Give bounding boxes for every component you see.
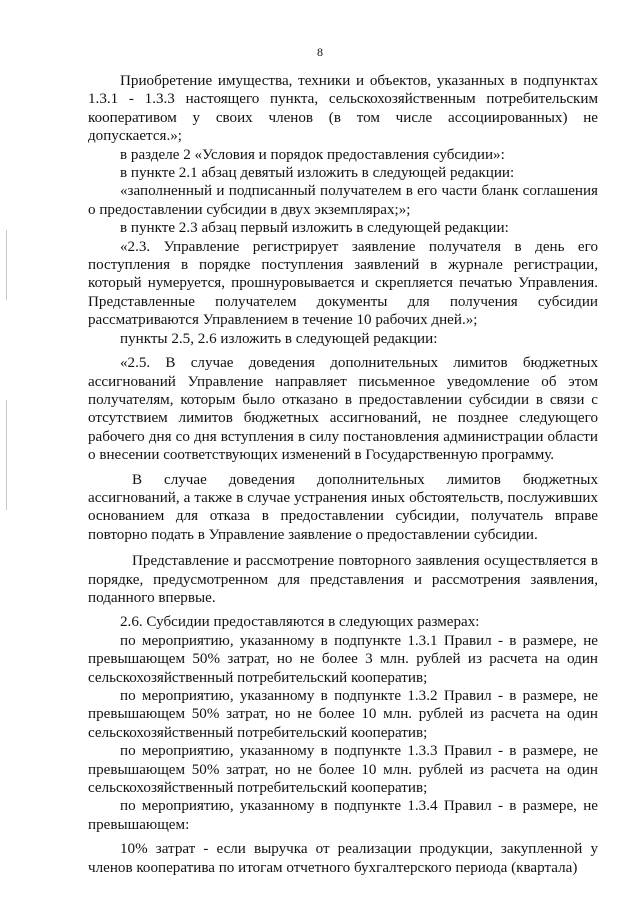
paragraph-section-2: в разделе 2 «Условия и порядок предоставления субсидии»:	[120, 146, 505, 163]
paragraph-clause-2-6: 2.6. Субсидии предоставляются в следующих размерах:	[120, 614, 480, 631]
document-body	[88, 72, 598, 877]
paragraph-acquisition-restriction: Приобретение имущества, техники и объектов, указанных в подпунктах 1.3.1 - 1.3.3 настоящего пункта, сельскохозяйственным потребительским кооперативом у своих членов (в том числе ассоциированных) не допускается.»;	[88, 73, 598, 145]
paragraph-repeat-review: Представление и рассмотрение повторного заявления осуществляется в порядке, предусмотренном для представления и рассмотрения заявления, поданного впервые.	[88, 553, 598, 606]
paragraph-subsidy-1-3-3: по мероприятию, указанному в подпункте 1.3.3 Правил - в размере, не превышающем 50% затрат, но не более 10 млн. рублей из расчета на один сельскохозяйственный потребительский кооператив;	[88, 743, 598, 797]
paragraph-clause-2-1: в пункте 2.1 абзац девятый изложить в следующей редакции:	[120, 165, 515, 182]
paragraph-repeat-application: В случае доведения дополнительных лимитов бюджетных ассигнований, а также в случае устранения иных обстоятельств, послуживших основанием для отказа в предоставлении субсидии, получатель вправе повторно подать в Управление заявление о предоставлении субсидии.	[88, 471, 598, 543]
paragraph-clause-2-1-text: «заполненный и подписанный получателем в его части бланк соглашения о предоставлении субсидии в двух экземплярах;»;	[88, 183, 598, 218]
scan-margin-mark	[6, 400, 7, 510]
page-number: 8	[317, 45, 323, 59]
scan-margin-mark	[6, 230, 7, 300]
paragraph-subsidy-1-3-4: по мероприятию, указанному в подпункте 1.3.4 Правил - в размере, не превышающем:	[88, 798, 598, 833]
paragraph-subsidy-1-3-1: по мероприятию, указанному в подпункте 1.3.1 Правил - в размере, не превышающем 50% затрат, но не более 3 млн. рублей из расчета на один сельскохозяйственный потребительский кооператив;	[88, 632, 598, 686]
paragraph-clause-2-3-text: «2.3. Управление регистрирует заявление получателя в день его поступления в порядке поступления заявлений в журнале регистрации, который нумеруется, прошнуровывается и скрепляется печатью Управления. Представленные получателем документы для получения субсидии рассматриваются Управлением в течение 10 рабочих дней.»;	[88, 238, 598, 329]
paragraph-clause-2-5-text: «2.5. В случае доведения дополнительных лимитов бюджетных ассигнований Управление направляет письменное уведомление об этом получателям, которым было отказано в предоставлении субсидии в связи с отсутствием лимитов бюджетных ассигнований, не позднее следующего рабочего дня со дня вступления в силу постановления администрации области о внесении соответствующих изменений в Государственную программу.	[88, 355, 598, 464]
paragraph-ten-percent: 10% затрат - если выручка от реализации продукции, закупленной у членов кооператива по итогам отчетного бухгалтерского периода (квартала)	[88, 841, 598, 876]
paragraph-clause-2-3: в пункте 2.3 абзац первый изложить в следующей редакции:	[120, 220, 509, 237]
paragraph-clauses-2-5-2-6: пункты 2.5, 2.6 изложить в следующей редакции:	[120, 330, 438, 347]
paragraph-subsidy-1-3-2: по мероприятию, указанному в подпункте 1.3.2 Правил - в размере, не превышающем 50% затрат, но не более 10 млн. рублей из расчета на один сельскохозяйственный потребительский кооператив;	[88, 688, 598, 741]
